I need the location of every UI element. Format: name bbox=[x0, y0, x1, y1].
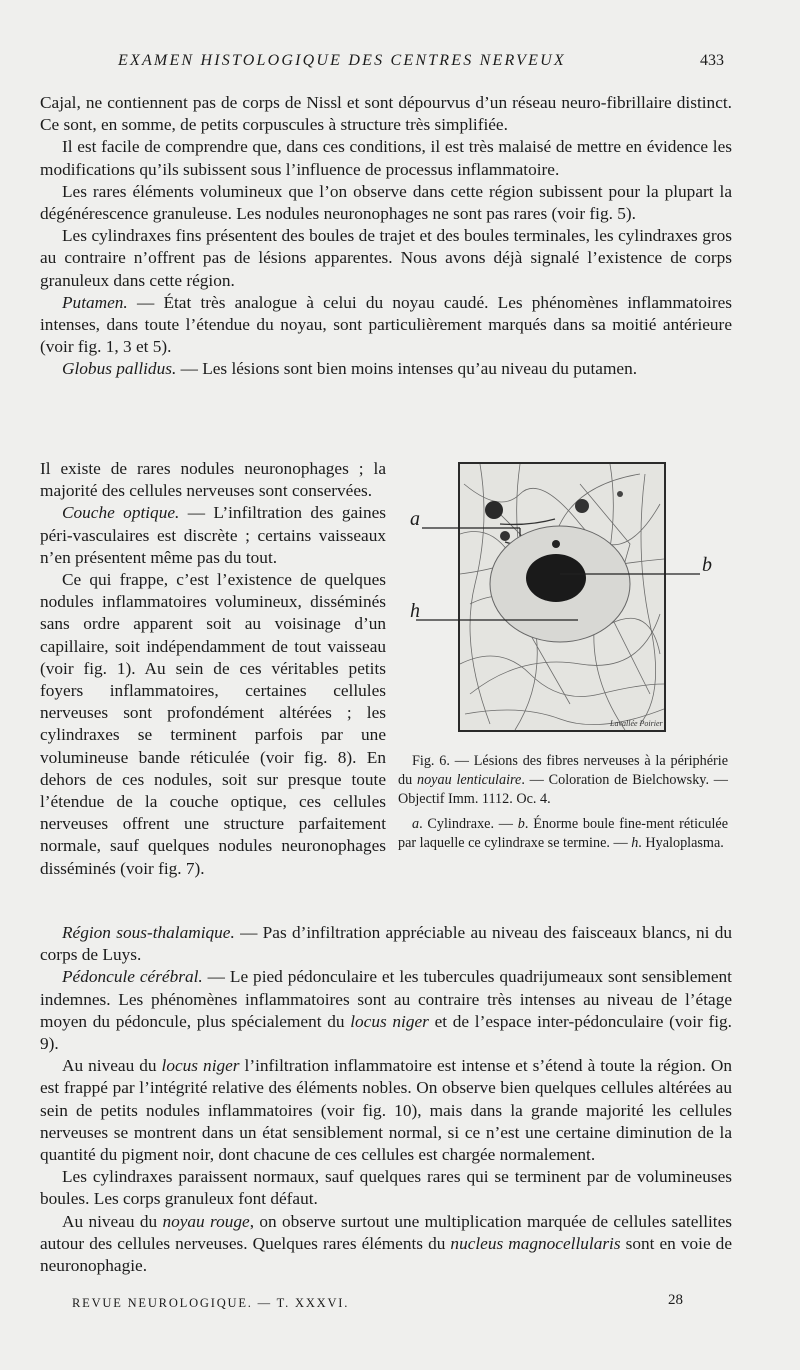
paragraph-pedoncule: Pédoncule cérébral. — Le pied pédonculaire et les tubercules quadrijumeaux sont sensiblement indemnes. Les phénomènes inflammatoires sont au contraire très intenses au niveau de l’étage moyen du pédoncule, plus spécialement du locus niger et de l’espace inter-pédonculaire (voir fig. 9). bbox=[40, 967, 732, 1054]
running-title: EXAMEN HISTOLOGIQUE DES CENTRES NERVEUX bbox=[118, 52, 566, 69]
paragraph-sous-thalamique: Région sous-thalamique. — Pas d’infiltration appréciable au niveau des faisceaux blancs, ni du corps de Luys. bbox=[40, 923, 733, 965]
couche-optique-heading: Couche optique. bbox=[62, 503, 180, 523]
paragraph-cajal: Cajal, ne contiennent pas de corps de Nissl et sont dépourvus d’un réseau neuro-fibrillaire distinct. Ce sont, en somme, de petits corpuscules à structure très simplifiée. bbox=[40, 93, 732, 135]
caption-title: Fig. 6. — Lésions des fibres nerveuses à la périphérie du noyau lenticulaire. — Coloration de Bielchowsky. — Objectif Imm. 1112. Oc. 4. bbox=[398, 753, 728, 807]
page-number: 433 bbox=[700, 52, 724, 69]
paragraph-cylindraxes-normaux: Les cylindraxes paraissent normaux, sauf quelques rares qui se terminent par de volumineuses boules. Les corps granuleux font défaut. bbox=[40, 1167, 732, 1209]
pedoncule-heading: Pédoncule cérébral. bbox=[62, 967, 203, 987]
paragraph-nodules: Ce qui frappe, c’est l’existence de quelques nodules inflammatoires volumineux, disséminés sans ordre apparent soit au voisinage d’un capillaire, soit indépendamment de tout vaisseau (voir fig. 1). Au sein de ces véritables petits foyers inflammatoires, certaines cellules nerveuses sont profondément altérées ; les cylindraxes se terminent parfois par une volumineuse bande réticulée (voir fig. 8). En dehors de ces nodules, soit sur presque toute l’étendue de la couche optique, ces cellules nerveuses offrent une structure parfaitement normale, sauf quelques nodules neuronophages disséminés (voir fig. 7). bbox=[40, 570, 386, 878]
bottom-text-block bbox=[40, 922, 732, 1277]
footer-journal: REVUE NEUROLOGIQUE. — T. XXXVI. bbox=[72, 1296, 350, 1310]
figure-signature: Lavallée Poirier bbox=[610, 719, 663, 728]
paragraph-globus-pallidus-cont: Il existe de rares nodules neuronophages ; la majorité des cellules nerveuses sont conservées. bbox=[40, 459, 386, 501]
paragraph-rare-elements: Les rares éléments volumineux que l’on observe dans cette région subissent pour la plupart la dégénérescence granuleuse. Les nodules neuronophages ne sont pas rares (voir fig. 5). bbox=[40, 181, 732, 224]
sous-thalamique-heading: Région sous-thalamique. bbox=[62, 923, 235, 942]
globus-pallidus-heading: Globus pallidus. bbox=[62, 359, 177, 379]
paragraph-locus-niger: Au niveau du locus niger l’infiltration inflammatoire est intense et s’étend à toute la région. On est frappé par l’intégrité relative des éléments nobles. On observe bien quelques cellules altérées au sein de petits nodules inflammatoires (voir fig. 10), mais dans la grande majorité les cellules nerveuses se montrent dans un état sensiblement normal, si ce n’est une certaine diminution de la quantité du pigment noir, dont chacune de ces cellules est chargée normalement. bbox=[40, 1056, 732, 1165]
paragraph-cylindraxes: Les cylindraxes fins présentent des boules de trajet et des boules terminales, les cylindraxes gros au contraire n’offrent pas de lésions apparentes. Nous avons déjà signalé l’existence de corps granuleux dans cette région. bbox=[40, 226, 732, 290]
figure-label-b: b bbox=[702, 554, 712, 576]
putamen-heading: Putamen. bbox=[62, 292, 128, 312]
figure-label-h: h bbox=[410, 600, 420, 622]
paragraph-noyau-rouge: Au niveau du noyau rouge, on observe surtout une multiplication marquée de cellules satellites autour des cellules nerveuses. Quelques rares éléments du nucleus magnocellularis sont en voie de neuronophagie. bbox=[40, 1211, 733, 1276]
globus-pallidus-text: — Les lésions sont bien moins intenses qu’au niveau du putamen. bbox=[176, 359, 638, 379]
putamen-text: — État très analogue à celui du noyau caudé. Les phénomènes inflammatoires intenses, dans toute l’étendue du noyau, sont particulièrement marqués dans sa moitié antérieure (voir fig. 1, 3 et 5). bbox=[40, 292, 732, 357]
paragraph-difficulty: Il est facile de comprendre que, dans ces conditions, il est très malaisé de mettre en évidence les modifications qu’ils subissent sous l’influence de processus inflammatoire. bbox=[40, 137, 732, 179]
figure-label-a: a bbox=[410, 508, 420, 530]
footer-signature: 28 bbox=[668, 1292, 683, 1308]
caption-legend: a. Cylindraxe. — b. Énorme boule fine-ment réticulée par laquelle ce cylindraxe se termine. — h. Hyaloplasma. bbox=[398, 816, 728, 851]
figure-caption bbox=[398, 752, 728, 853]
couche-optique-text: — L’infiltration des gaines péri-vasculaires est discrète ; certains vaisseaux n’en présentent même pas du tout. bbox=[40, 503, 386, 567]
